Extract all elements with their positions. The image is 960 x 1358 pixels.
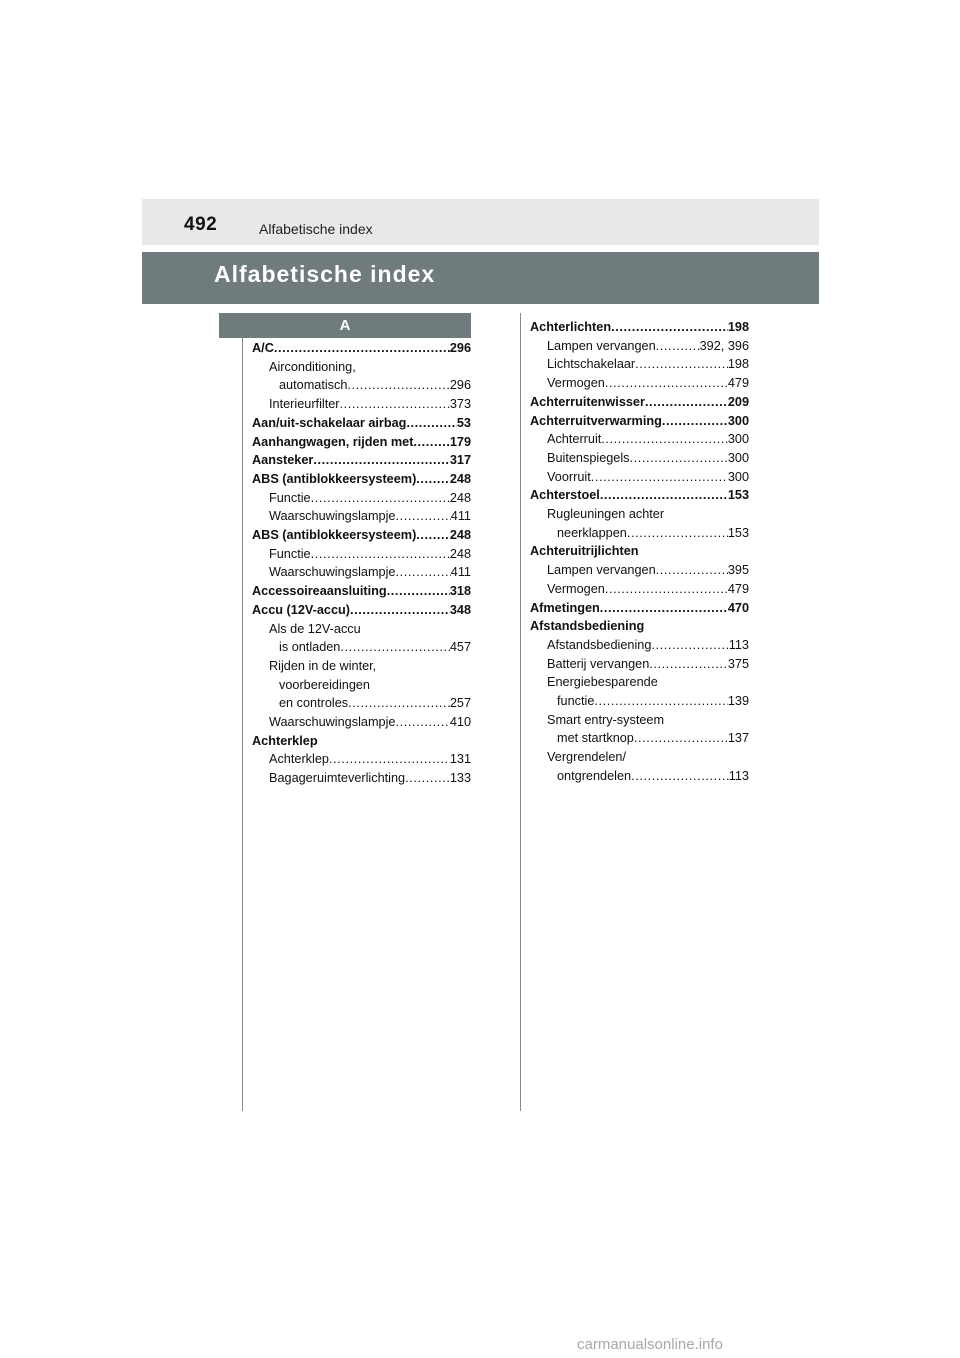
right-entry: [530, 524, 749, 542]
entry-term: Vergrendelen/: [547, 750, 627, 765]
leader-dots: [274, 339, 450, 357]
entry-term: Achterklep: [269, 752, 329, 767]
entry-page: 296: [449, 341, 471, 355]
leader-dots: [311, 545, 450, 563]
entry-term: Energiebesparende: [547, 675, 658, 690]
entry-page: 300: [727, 432, 749, 447]
leader-dots: [413, 433, 449, 451]
leader-dots: [594, 692, 727, 710]
entry-term: Airconditioning,: [269, 359, 356, 374]
leader-dots: [662, 412, 728, 430]
right-entry: [530, 337, 749, 355]
leader-dots: [601, 430, 728, 448]
left-entry: [252, 414, 471, 432]
left-entry: [252, 470, 471, 488]
entry-page: 248: [449, 490, 471, 505]
entry-page: 137: [727, 731, 749, 746]
right-entry: [530, 374, 749, 392]
left-entry: [252, 694, 471, 712]
leader-dots: [416, 526, 450, 544]
entry-term: Bagageruimteverlichting: [269, 771, 406, 786]
right-entry: [530, 655, 749, 673]
right-entry: [530, 486, 749, 504]
entry-page: 248: [449, 528, 471, 542]
entry-page: 300: [727, 413, 749, 428]
leader-dots: [630, 449, 728, 467]
left-entry: [252, 358, 471, 376]
entry-term: Achterruitverwarming: [530, 413, 662, 428]
left-entry: [252, 376, 471, 394]
left-entry: [252, 339, 471, 357]
left-entry: [252, 545, 471, 563]
entry-page: 139: [727, 694, 749, 708]
right-entry: [530, 505, 749, 523]
entry-page: 300: [727, 469, 749, 484]
entry-term: Vermogen: [547, 376, 605, 391]
center-divider: [520, 313, 521, 1111]
entry-term: en controles: [279, 696, 349, 711]
right-entry: [530, 767, 749, 785]
entry-page: 410: [449, 715, 471, 729]
leader-dots: [395, 563, 450, 581]
entry-term: Functie: [269, 490, 311, 505]
entry-term: Accu (12V-accu): [252, 602, 351, 617]
page-title: Alfabetische index: [214, 261, 436, 287]
entry-term: voorbereidingen: [279, 677, 370, 692]
left-entry: [252, 769, 471, 787]
left-entry: [252, 563, 471, 581]
right-entry: [530, 748, 749, 766]
entry-term: Afstandsbediening: [547, 637, 652, 652]
leader-dots: [340, 395, 450, 413]
leader-dots: [405, 769, 450, 787]
right-entry: [530, 692, 749, 710]
leader-dots: [631, 767, 729, 785]
right-entry: [530, 449, 749, 467]
entry-page: 248: [449, 546, 471, 561]
entry-page: 209: [727, 394, 749, 409]
right-entry: [530, 393, 749, 411]
entry-page: 457: [449, 640, 471, 655]
leader-dots: [348, 694, 450, 712]
entry-term: Aansteker: [252, 453, 314, 468]
leader-dots: [649, 655, 728, 673]
entry-page: 198: [727, 357, 749, 372]
leader-dots: [656, 561, 728, 579]
entry-term: Batterij vervangen: [547, 656, 650, 671]
entry-page: 470: [727, 600, 749, 615]
entry-term: A/C: [252, 341, 274, 355]
right-entry: [530, 542, 749, 560]
entry-term: Buitenspiegels: [547, 450, 630, 465]
right-entry: [530, 729, 749, 747]
leader-dots: [634, 729, 728, 747]
right-entry: [530, 430, 749, 448]
leader-dots: [591, 468, 728, 486]
entry-term: Waarschuwingslampje: [269, 509, 396, 524]
entry-page: 479: [727, 376, 749, 391]
left-entry: [252, 489, 471, 507]
entry-page: 411: [450, 565, 471, 580]
entry-term: ABS (antiblokkeersysteem): [252, 528, 417, 542]
right-entry: [530, 412, 749, 430]
leader-dots: [329, 750, 450, 768]
leader-dots: [605, 374, 728, 392]
entry-term: Lampen vervangen: [547, 338, 656, 353]
entry-term: Rugleuningen achter: [547, 507, 665, 521]
entry-term: Achterlichten: [530, 320, 612, 334]
left-entry: [252, 620, 471, 638]
entry-term: Accessoireaansluiting: [252, 584, 387, 599]
right-entry: [530, 617, 749, 635]
entry-term: Achterruitenwisser: [530, 394, 645, 409]
leader-dots: [313, 451, 449, 469]
entry-term: Achterstoel: [530, 488, 600, 503]
entry-term: Achteruitrijlichten: [530, 544, 639, 559]
entry-term: neerklappen: [557, 525, 627, 540]
entry-page: 395: [727, 563, 749, 578]
left-entry: [252, 713, 471, 731]
entry-term: Als de 12V-accu: [269, 621, 361, 636]
right-entry: [530, 636, 749, 654]
leader-dots: [395, 507, 450, 525]
entry-page: 153: [727, 488, 749, 503]
leader-dots: [340, 638, 449, 656]
leader-dots: [347, 376, 449, 394]
entry-page: 53: [456, 415, 471, 430]
entry-page: 296: [449, 378, 471, 393]
right-entry: [530, 599, 749, 617]
leader-dots: [600, 486, 728, 504]
leader-dots: [350, 601, 450, 619]
entry-page: 392, 396: [699, 338, 749, 353]
entry-term: functie: [557, 694, 595, 708]
leader-dots: [600, 599, 728, 617]
entry-term: is ontladen: [279, 640, 341, 655]
left-entry: [252, 395, 471, 413]
leader-dots: [311, 489, 450, 507]
right-entry: [530, 580, 749, 598]
entry-term: met startknop: [557, 731, 634, 746]
right-entry: [530, 673, 749, 691]
entry-term: Afstandsbediening: [530, 619, 645, 634]
watermark: carmanualsonline.info: [577, 1336, 723, 1353]
entry-page: 317: [449, 453, 471, 468]
entry-page: 131: [449, 752, 471, 767]
left-entry: [252, 507, 471, 525]
left-entry: [252, 582, 471, 600]
entry-term: Lichtschakelaar: [547, 357, 636, 372]
leader-dots: [627, 524, 728, 542]
entry-term: Aanhangwagen, rijden met: [252, 434, 414, 449]
right-entry: [530, 561, 749, 579]
right-entry: [530, 711, 749, 729]
entry-term: Interieurfilter: [269, 397, 340, 412]
entry-page: 318: [449, 584, 471, 599]
section-letter: A: [219, 313, 471, 338]
leader-dots: [611, 318, 728, 336]
left-entry: [252, 601, 471, 619]
entry-page: 153: [727, 525, 749, 540]
entry-term: Voorruit: [547, 469, 591, 484]
entry-page: 411: [450, 509, 471, 524]
left-divider: [242, 313, 243, 1111]
left-entry: [252, 657, 471, 675]
left-entry: [252, 526, 471, 544]
leader-dots: [656, 337, 700, 355]
entry-term: Waarschuwingslampje: [269, 715, 396, 729]
leader-dots: [645, 393, 728, 411]
leader-dots: [651, 636, 728, 654]
header-band: [142, 199, 819, 245]
entry-term: ABS (antiblokkeersysteem): [252, 471, 417, 486]
entry-term: Functie: [269, 546, 311, 561]
left-entry: [252, 750, 471, 768]
left-entry: [252, 676, 471, 694]
leader-dots: [395, 713, 449, 731]
entry-page: 375: [727, 656, 749, 671]
entry-page: 257: [449, 696, 471, 711]
leader-dots: [635, 355, 728, 373]
entry-page: 479: [727, 581, 749, 596]
leader-dots: [416, 470, 450, 488]
entry-term: ontgrendelen: [557, 768, 632, 783]
running-title: Alfabetische index: [259, 221, 373, 237]
entry-term: Achterklep: [252, 733, 318, 748]
entry-term: Rijden in de winter,: [269, 658, 377, 673]
entry-page: 179: [449, 434, 471, 449]
entry-term: Smart entry-systeem: [547, 712, 665, 727]
right-entry: [530, 318, 749, 336]
entry-term: Vermogen: [547, 581, 605, 596]
entry-page: 348: [449, 602, 471, 617]
entry-page: 133: [449, 771, 471, 786]
entry-page: 373: [449, 397, 471, 412]
entry-term: Achterruit: [547, 432, 602, 447]
leader-dots: [605, 580, 728, 598]
entry-page: 248: [449, 471, 471, 486]
leader-dots: [387, 582, 450, 600]
left-entry: [252, 451, 471, 469]
left-entry: [252, 732, 471, 750]
entry-page: 113: [728, 637, 749, 652]
left-entry: [252, 433, 471, 451]
entry-term: Afmetingen: [530, 600, 600, 615]
left-entry: [252, 638, 471, 656]
entry-page: 300: [727, 450, 749, 465]
right-entry: [530, 468, 749, 486]
entry-term: automatisch: [279, 378, 348, 393]
entry-page: 198: [727, 320, 749, 334]
entry-page: 113: [728, 768, 749, 783]
entry-term: Waarschuwingslampje: [269, 565, 396, 580]
right-entry: [530, 355, 749, 373]
entry-term: Lampen vervangen: [547, 563, 656, 578]
page-number: 492: [184, 214, 218, 235]
leader-dots: [406, 414, 456, 432]
entry-term: Aan/uit-schakelaar airbag: [252, 415, 407, 430]
